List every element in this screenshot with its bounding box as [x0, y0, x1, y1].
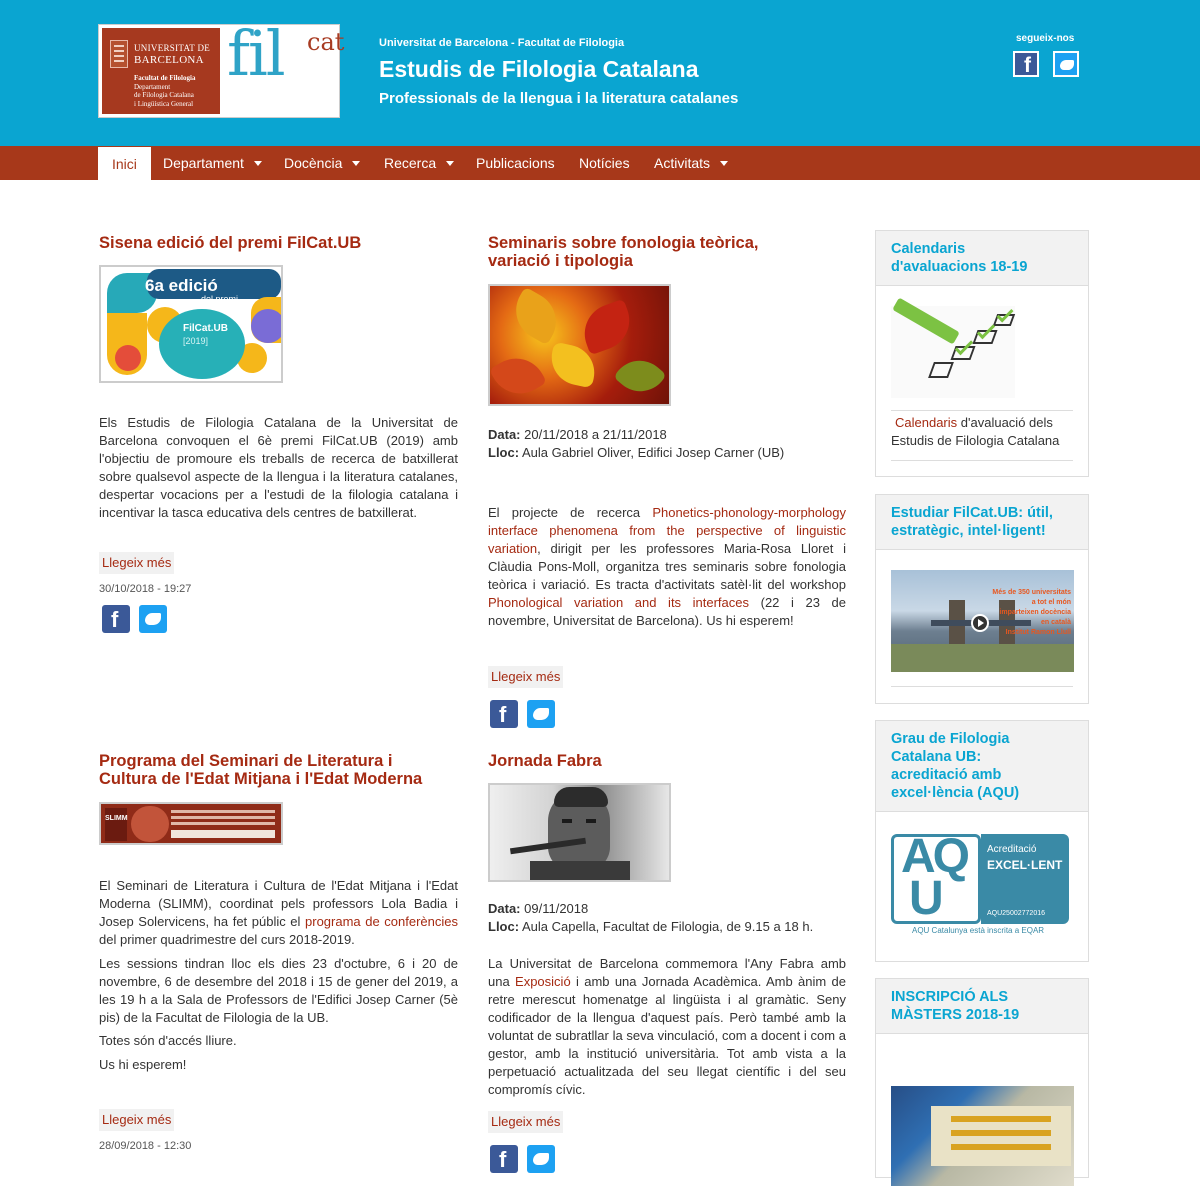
title-line: Calendaris: [891, 241, 966, 257]
nav-item-departament[interactable]: [163, 146, 262, 180]
promo-video[interactable]: [891, 570, 1074, 672]
place-label: Lloc:: [488, 445, 520, 460]
sidebar-block-title[interactable]: [876, 979, 1088, 1034]
nav-label: Inici: [112, 156, 137, 172]
thumb-title: 6a edició: [145, 276, 218, 295]
ub-logo-sub1: Facultat de Filologia: [134, 74, 196, 82]
twitter-icon[interactable]: [139, 605, 167, 633]
body-text: del primer quadrimestre del curs 2018-2019.: [99, 932, 355, 947]
exhibition-link[interactable]: Exposició: [515, 974, 571, 989]
thumb-year: [2019]: [183, 336, 209, 346]
date-label: Data:: [488, 901, 521, 916]
article-title[interactable]: [488, 234, 759, 270]
thumb-text: SLIMM: [105, 808, 127, 841]
sidebar-block-title[interactable]: [876, 231, 1088, 286]
event-place: [488, 444, 784, 462]
nav-item-noticies[interactable]: [579, 146, 630, 180]
article-title-line1: Seminaris sobre fonologia teòrica,: [488, 234, 759, 252]
sidebar-block-study: [875, 494, 1089, 704]
place-value: Aula Gabriel Oliver, Edifici Josep Carner (UB): [521, 445, 785, 460]
thumb-badge: FilCat.UB: [183, 323, 228, 334]
chevron-down-icon: [720, 161, 728, 166]
calendar-text-b: Estudis de Filologia Catalana: [891, 433, 1060, 448]
logo-cat: cat: [307, 28, 345, 56]
header-twitter-icon[interactable]: [1053, 51, 1079, 77]
article-title-line2: variació i tipologia: [488, 252, 633, 270]
checklist-image[interactable]: [891, 306, 1015, 398]
nav-item-docencia[interactable]: [284, 146, 360, 180]
project-link[interactable]: Phonetics-phonology-morphology interface phenomena from the perspective of linguistic variation: [488, 505, 846, 556]
read-more-button[interactable]: Llegeix més: [488, 1111, 563, 1133]
facebook-icon[interactable]: [490, 700, 518, 728]
header-superscript[interactable]: Universitat de Barcelona - Facultat de Filologia: [379, 37, 625, 49]
article-title-line2: Cultura de l'Edat Mitjana i l'Edat Moderna: [99, 770, 423, 788]
body-text: , dirigit per les professores Maria-Rosa Lloret i Clàudia Pons-Moll, organitza tres seminaris sobre fonologia teòrica i variació. Es tracta d'activitats satèl·lit del workshop: [488, 541, 846, 592]
calendars-link[interactable]: Calendaris: [895, 415, 958, 430]
nav-label: Recerca: [384, 155, 437, 171]
nav-label: Docència: [284, 155, 343, 171]
chevron-down-icon: [352, 161, 360, 166]
place-value: Aula Capella, Facultat de Filologia, de 9.15 a 18 h.: [521, 919, 814, 934]
event-date: [488, 426, 667, 444]
article-title[interactable]: Jornada Fabra: [488, 752, 602, 770]
badge-line1: Acreditació: [987, 844, 1037, 855]
date-label: Data:: [488, 427, 521, 442]
title-line: excel·lència (AQU): [891, 785, 1020, 801]
article-body-3: Totes són d'accés lliure.: [99, 1033, 237, 1048]
ub-logo-sub2: Departament: [134, 82, 171, 91]
aqu-logo-bottom: U: [909, 872, 944, 925]
article-thumbnail[interactable]: [488, 284, 671, 406]
read-more-button[interactable]: Llegeix més: [99, 1109, 174, 1131]
article-date: 28/09/2018 - 12:30: [99, 1140, 192, 1152]
sidebar-block-title[interactable]: [876, 721, 1088, 812]
facebook-icon[interactable]: [102, 605, 130, 633]
sidebar-block-calendars: [875, 230, 1089, 477]
nav-label: Notícies: [579, 155, 630, 171]
site-title[interactable]: Estudis de Filologia Catalana: [379, 56, 699, 82]
nav-item-activitats[interactable]: [654, 146, 728, 180]
site-subtitle: Professionals de la llengua i la literatura catalanes: [379, 90, 739, 107]
sidebar-block-aqu: [875, 720, 1089, 962]
article-body-4: Us hi esperem!: [99, 1057, 187, 1072]
nav-item-inici[interactable]: [98, 147, 151, 180]
title-line: Grau de Filologia: [891, 731, 1010, 747]
article-body: [488, 955, 846, 1099]
ub-logo: [102, 28, 220, 114]
article-title-line1: Programa del Seminari de Literatura i: [99, 752, 393, 770]
logo-fil: fil: [227, 17, 284, 90]
thumb-sub: del premi: [201, 294, 239, 304]
article-title[interactable]: Sisena edició del premi FilCat.UB: [99, 234, 362, 252]
article-title[interactable]: [99, 752, 422, 788]
twitter-icon[interactable]: [527, 700, 555, 728]
follow-label: segueix-nos: [1016, 33, 1075, 44]
ub-seal-icon: [110, 40, 128, 68]
article-thumbnail[interactable]: [488, 783, 671, 882]
workshop-link[interactable]: Phonological variation and its interfaces: [488, 595, 750, 610]
aqu-badge[interactable]: [891, 830, 1071, 925]
aqu-caption: AQU Catalunya està inscrita a EQAR: [912, 926, 1045, 935]
article-thumbnail[interactable]: [99, 802, 283, 845]
calendar-text: [891, 414, 1081, 450]
program-link[interactable]: programa de conferències: [305, 914, 458, 929]
title-line: Catalana UB:: [891, 749, 982, 765]
title-line: d'avaluacions 18-19: [891, 259, 1028, 275]
body-text: i amb una Jornada Acadèmica. Amb ànim de retre merescut homenatge al lingüista i al gramàtic. Seny codificador de la llengua d'aquest país. Però també amb la voluntat de subratllar la seva vinculació, com a docent i com a gestor, amb la institució universitària. Tot amb vista a la perpetuació actualitzada del seu llegat científic i del seu compromís cívic.: [488, 974, 846, 1097]
main-nav: [0, 146, 1200, 180]
date-value: 20/11/2018 a 21/11/2018: [524, 427, 667, 442]
article-body: [99, 877, 458, 949]
read-more-button[interactable]: Llegeix més: [488, 666, 563, 688]
sidebar-block-masters: [875, 978, 1089, 1178]
nav-label: Activitats: [654, 155, 711, 171]
title-line: acreditació amb: [891, 767, 1002, 783]
event-place: [488, 918, 813, 936]
header-facebook-icon[interactable]: f: [1013, 51, 1039, 77]
read-more-button[interactable]: Llegeix més: [99, 552, 174, 574]
body-text: El Seminari de Literatura i Cultura de l'Edat Mitjana i l'Edat Moderna (SLIMM), coordinat pels professors Lola Badia i Josep Solervicens, ha fet públic el: [99, 878, 458, 929]
title-line: Estudiar FilCat.UB: útil,: [891, 505, 1053, 521]
article-date: 30/10/2018 - 19:27: [99, 583, 192, 595]
date-value: 09/11/2018: [524, 901, 589, 916]
nav-label: Departament: [163, 155, 244, 171]
ub-logo-sub3: de Filologia Catalana: [134, 91, 194, 99]
sidebar-block-title[interactable]: [876, 495, 1088, 550]
badge-code: AQU25002772016: [987, 910, 1045, 917]
article-body: Els Estudis de Filologia Catalana de la Universitat de Barcelona convoquen el 6è premi FilCat.UB (2019) amb l'objectiu de promoure els treballs de recerca de batxillerat sobre qualsevol aspecte de la llengua i la literatura catalanes, despertar vocacions per a l'estudi de la filologia catalana i incentivar la tasca educativa dels centres de batxillerat.: [99, 415, 458, 520]
chevron-down-icon: [254, 161, 262, 166]
twitter-icon[interactable]: [527, 1145, 555, 1173]
nav-item-recerca[interactable]: [384, 146, 454, 180]
facebook-icon[interactable]: [490, 1145, 518, 1173]
article-body-2: Les sessions tindran lloc els dies 23 d'octubre, 6 i 20 de novembre, 6 de desembre del 2018 i 15 de gener del 2019, a les 19 h a la Sala de Professors de l'Edifici Josep Carner (5è pis) de la Facultat de Filologia de la UB.: [99, 956, 458, 1025]
video-caption: Més de 350 universitats a tot el món imparteixen docència en català Institut Ramon Llull: [992, 589, 1071, 636]
article-thumbnail[interactable]: [99, 265, 283, 383]
chevron-down-icon: [446, 161, 454, 166]
nav-item-publicacions[interactable]: [476, 146, 555, 180]
place-label: Lloc:: [488, 919, 520, 934]
body-text: El projecte de recerca: [488, 505, 641, 520]
calendar-text-a: d'avaluació dels: [960, 415, 1053, 430]
title-line: INSCRIPCIÓ ALS: [891, 989, 1009, 1005]
ub-logo-sub4: i Lingüística General: [134, 99, 194, 108]
article-body: [488, 504, 846, 630]
site-header: [0, 0, 1200, 146]
badge-line2: EXCEL·LENT: [987, 858, 1063, 872]
masters-image[interactable]: [891, 1086, 1074, 1186]
body-text: La Universitat de Barcelona commemora l'Any Fabra amb una: [488, 956, 846, 989]
ub-logo-line1: UNIVERSITAT DE: [134, 43, 211, 53]
title-line: MÀSTERS 2018-19: [891, 1007, 1020, 1023]
ub-logo-line2: BARCELONA: [134, 54, 204, 66]
event-date: [488, 900, 588, 918]
nav-label: Publicacions: [476, 155, 555, 171]
body-text: (22 i 23 de novembre, Universitat de Barcelona). Us hi esperem!: [488, 595, 846, 628]
aqu-logo-top: AQ: [901, 830, 967, 883]
title-line: estratègic, intel·ligent!: [891, 523, 1046, 539]
site-logo[interactable]: [98, 17, 345, 118]
